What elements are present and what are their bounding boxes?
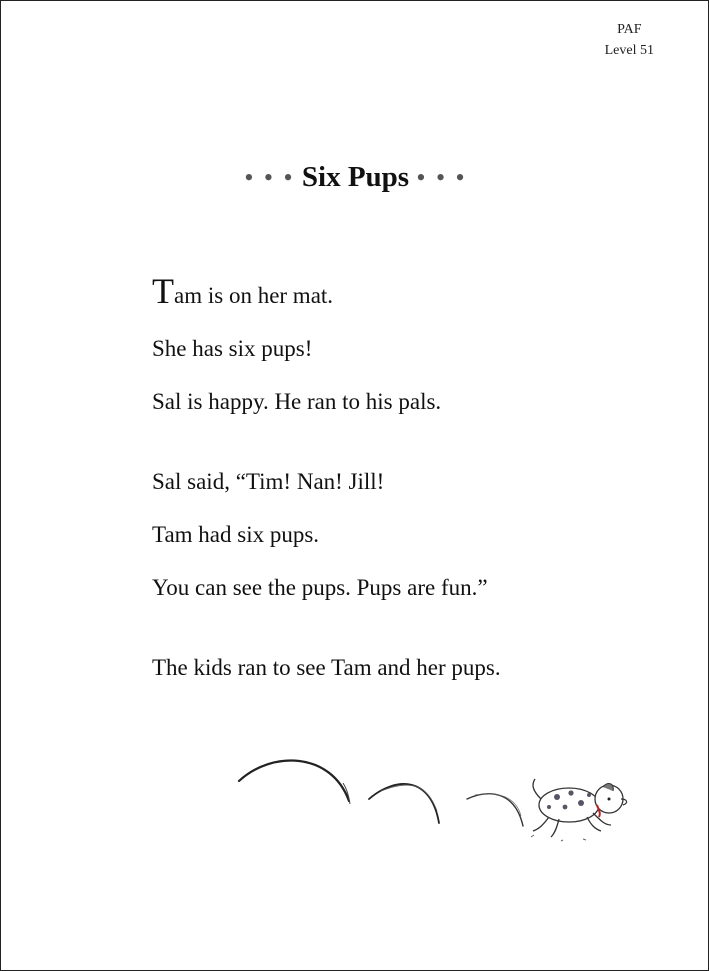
story-line-7: The kids ran to see Tam and her pups.: [152, 655, 501, 680]
story-text: [152, 269, 501, 694]
title-left-dots: • • •: [244, 163, 295, 192]
story-line-1-rest: am is on her mat.: [174, 283, 334, 308]
puppy-icon: [533, 779, 627, 837]
level-number: Level 51: [604, 43, 654, 58]
bounce-arc-3: [467, 794, 523, 826]
bounce-arc-1: [239, 761, 349, 801]
drop-cap: T: [152, 271, 174, 311]
level-label: [605, 19, 654, 61]
bounce-arc-2: [369, 784, 439, 823]
story-line-4: Sal said, “Tim! Nan! Jill!: [152, 469, 385, 494]
story-line-6: You can see the pups. Pups are fun.”: [152, 575, 488, 600]
program-label: PAF: [617, 22, 642, 37]
title-text: Six Pups: [301, 161, 410, 193]
story-line-5: Tam had six pups.: [152, 522, 320, 547]
story-line-2: She has six pups!: [152, 336, 313, 361]
title-right-dots: • • •: [416, 163, 467, 192]
story-title: [1, 161, 709, 194]
story-line-3: Sal is happy. He ran to his pals.: [152, 389, 442, 414]
bouncing-pup-illustration: [231, 741, 641, 851]
story-line-1: [152, 269, 501, 322]
